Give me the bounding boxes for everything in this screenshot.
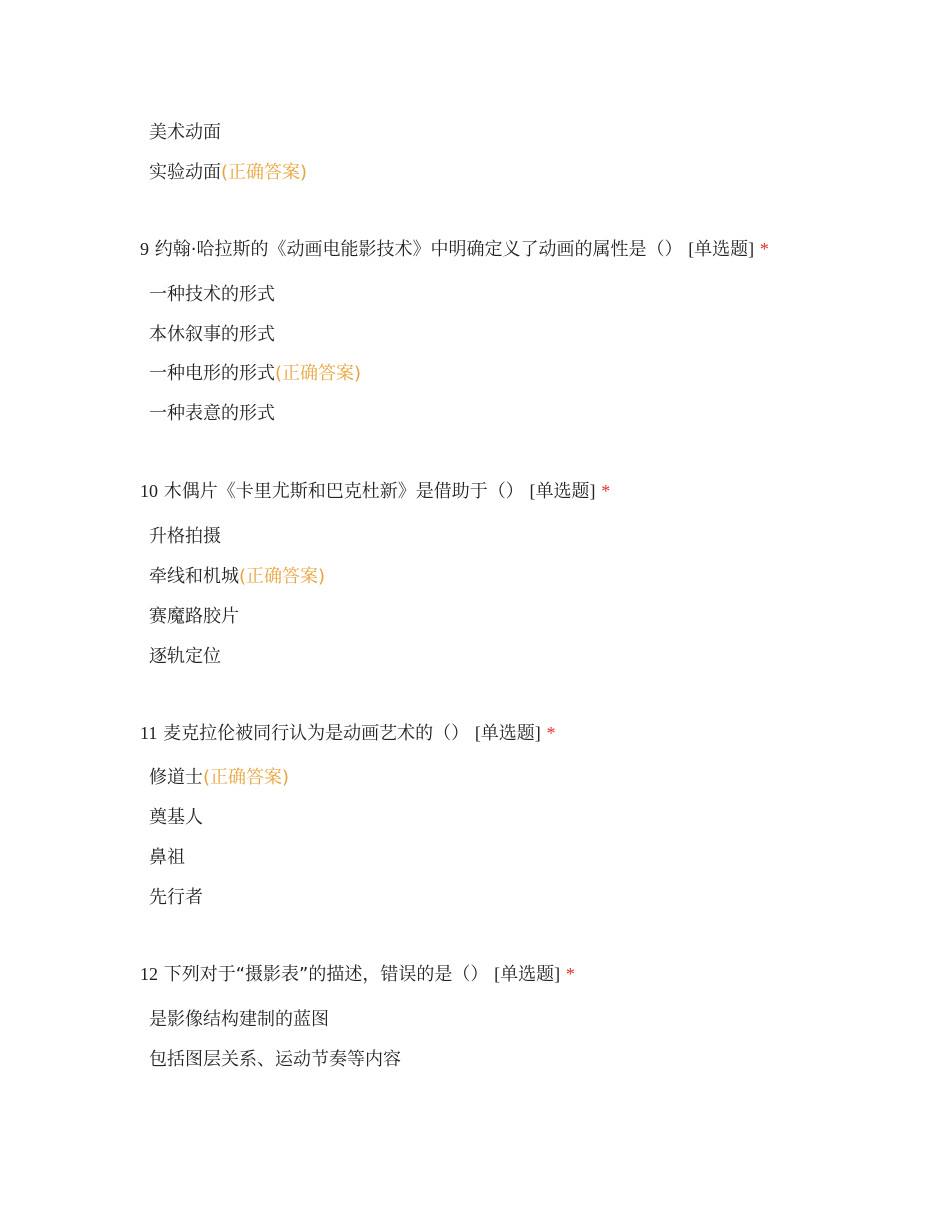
question-text: 木偶片《卡里尤斯和巴克杜新》是借助于（） (163, 481, 524, 502)
option-text: 先行者 (149, 887, 203, 908)
question-11-option-3[interactable] (149, 846, 185, 870)
question-text: 约翰·哈拉斯的《动画电能影技术》中明确定义了动画的属性是（） (154, 239, 683, 260)
question-type-tag: [单选题] (474, 723, 541, 743)
option-text: 一种电形的形式 (149, 363, 275, 384)
question-text: 麦克拉伦被同行认为是动画艺术的（） (163, 723, 470, 744)
required-mark: * (759, 239, 769, 259)
correct-answer-mark: (正确答案) (221, 162, 308, 183)
question-number: 11 (140, 723, 158, 743)
option-text: 一种表意的形式 (149, 403, 275, 424)
question-11-option-4[interactable] (149, 886, 203, 910)
option-text: 包括图层关系、运动节奏等内容 (149, 1049, 401, 1070)
question-type-tag: [单选题] (688, 239, 755, 259)
question-11-title (140, 721, 556, 746)
option-text: 奠基人 (149, 807, 203, 828)
question-9-option-3[interactable] (149, 362, 361, 386)
question-12-title (140, 962, 575, 987)
correct-answer-mark: (正确答案) (203, 767, 290, 788)
question-10-option-2[interactable] (149, 565, 325, 589)
question-12-option-2[interactable] (149, 1048, 401, 1072)
option-text: 逐轨定位 (149, 646, 221, 667)
required-mark: * (546, 723, 556, 743)
question-number: 10 (140, 481, 158, 501)
question-9-option-1[interactable] (149, 283, 275, 307)
question-type-tag: [单选题] (529, 481, 596, 501)
question-9-option-2[interactable] (149, 323, 275, 347)
option-text: 美术动面 (149, 122, 221, 143)
question-type-tag: [单选题] (494, 964, 561, 984)
required-mark: * (601, 481, 611, 501)
option-text: 升格拍摄 (149, 526, 221, 547)
option-prev-2[interactable] (149, 161, 307, 185)
question-9-title (140, 237, 769, 262)
question-12-option-1[interactable] (149, 1008, 329, 1032)
option-text: 牵线和机城 (149, 566, 239, 587)
option-text: 是影像结构建制的蓝图 (149, 1009, 329, 1030)
option-text: 赛魔路胶片 (149, 606, 239, 627)
question-10-option-4[interactable] (149, 645, 221, 669)
option-text: 本休叙事的形式 (149, 324, 275, 345)
question-text: 下列对于“摄影表”的描述，错误的是（） (163, 964, 489, 985)
question-10-option-3[interactable] (149, 605, 239, 629)
correct-answer-mark: (正确答案) (239, 566, 326, 587)
option-prev-1[interactable] (149, 121, 221, 145)
option-text: 实验动面 (149, 162, 221, 183)
correct-answer-mark: (正确答案) (275, 363, 362, 384)
question-10-option-1[interactable] (149, 525, 221, 549)
option-text: 修道士 (149, 767, 203, 788)
option-text: 鼻祖 (149, 847, 185, 868)
question-number: 9 (140, 239, 149, 259)
required-mark: * (565, 964, 575, 984)
question-9-option-4[interactable] (149, 402, 275, 426)
option-text: 一种技术的形式 (149, 284, 275, 305)
question-number: 12 (140, 964, 158, 984)
question-10-title (140, 479, 610, 504)
question-11-option-2[interactable] (149, 806, 203, 830)
question-11-option-1[interactable] (149, 766, 289, 790)
